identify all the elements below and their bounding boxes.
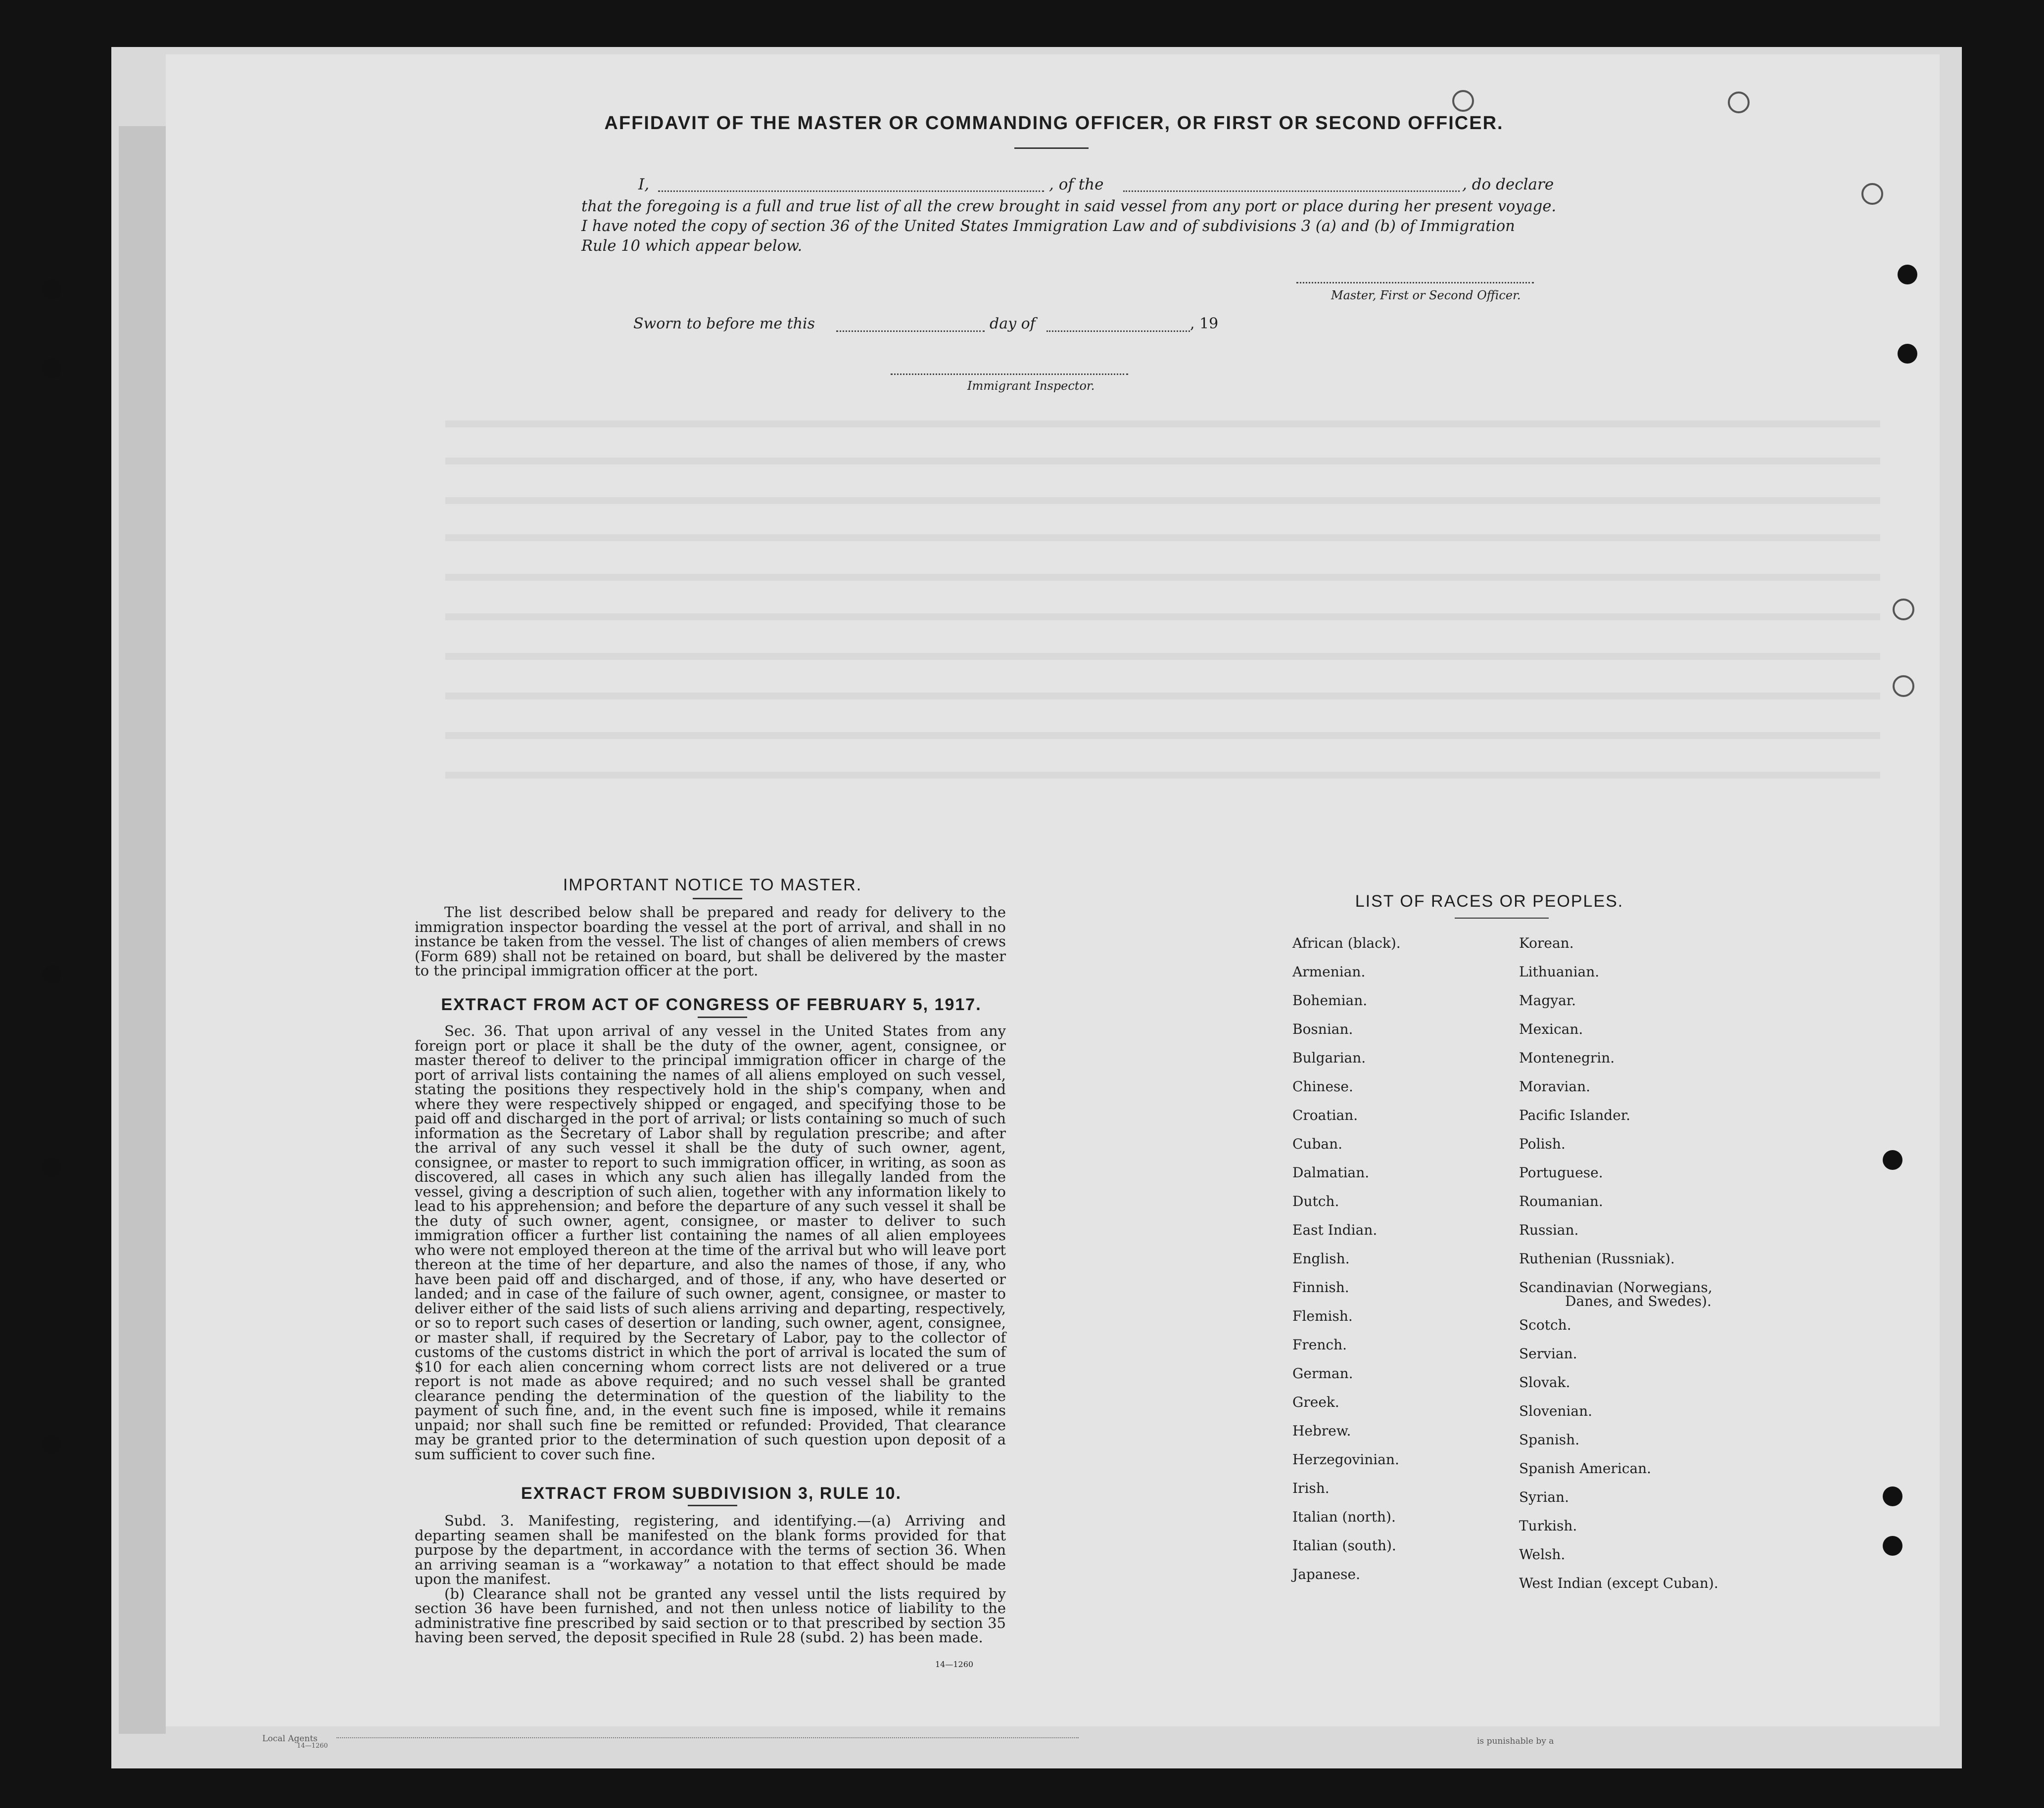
rule-extract-title: EXTRACT FROM SUBDIVISION 3, RULE 10. [521, 1484, 902, 1503]
punch-hole-icon [1861, 183, 1883, 205]
punch-hole-icon [1728, 92, 1750, 113]
binder-hole-icon [1883, 1150, 1902, 1170]
race-item: Japanese. [1292, 1566, 1360, 1582]
master-caption: Master, First or Second Officer. [1331, 288, 1521, 302]
binder-hole-icon [1883, 1486, 1902, 1506]
race-item: Mexican. [1519, 1021, 1583, 1037]
bleed-through-row [445, 613, 1880, 620]
race-item: Turkish. [1519, 1518, 1577, 1534]
bleed-through-row [445, 458, 1880, 464]
affidavit-line-do-declare: , do declare [1462, 176, 1554, 193]
race-item: Pacific Islander. [1519, 1107, 1630, 1123]
binder-hole-icon [1883, 1536, 1902, 1556]
race-item: Montenegrin. [1519, 1050, 1615, 1066]
races-underline [1455, 918, 1549, 919]
race-item: Dutch. [1292, 1193, 1339, 1209]
underlying-page-edge [119, 126, 166, 1734]
bleed-through-row [445, 534, 1880, 541]
race-item: Italian (south). [1292, 1537, 1396, 1554]
binder-hole-icon [42, 1158, 62, 1177]
affidavit-line-of-the: , of the [1049, 176, 1104, 193]
race-item: Flemish. [1292, 1308, 1353, 1324]
name-field[interactable] [658, 190, 1044, 192]
master-signature-field[interactable] [1296, 282, 1534, 283]
race-item: Welsh. [1519, 1546, 1566, 1563]
rule-form-number: 14—1260 [935, 1660, 974, 1669]
race-item: Syrian. [1519, 1489, 1569, 1505]
notice-underline [693, 898, 742, 899]
race-item: West Indian (except Cuban). [1519, 1575, 1718, 1591]
binder-hole-icon [1898, 265, 1917, 284]
race-item: Irish. [1292, 1480, 1330, 1496]
act-extract-paragraph: Sec. 36. That upon arrival of any vessel in the United States from any foreign port or place it shall be the duty of the owner, agent, consignee, or master thereof to deliver to the principal immigration officer in charge of the port of arrival lists containing the names of all aliens employed on such vessel, stating the positions they respectively hold in the ship's company, when and where they were respectively shipped or engaged, and specifying those to be paid off and discharged in the port of arrival; or lists containing so much of such information as the Secretary of Labor shall by regulation prescribe; and after the arrival of any such vessel it shall be the duty of such owner, agent, consignee, or master to report to such immigration officer, in writing, as soon as discovered, all cases in which any such alien has illegally landed from the vessel, giving a description of such alien, together with any information likely to lead to his apprehension; and before the departure of any such vessel it shall be the duty of such owner, agent, consignee, or master to deliver to such immigration officer a further list containing the names of all alien employees who were not employed thereon at the time of the arrival but who will leave port thereon at the time of her departure, and also the names of those, if any, who have been paid off and discharged, and of those, if any, who have deserted or landed; and in case of the failure of such owner, agent, consignee, or master to deliver either of the said lists of such aliens arriving and departing, respectively, or so to report such cases of desertion or landing, such owner, agent, consignee, or master shall, if required by the Secretary of Labor, pay to the collector of customs of the customs district in which the port of arrival is located the sum of $10 for each alien concerning whom correct lists are not delivered or a true report is not made as above required; and no such vessel shall be granted clearance pending the determination of the question of the liability to the payment of such fine, and, in the event such fine is imposed, while it remains unpaid; nor shall such fine be remitted or refunded: Provided, That clearance may be granted prior to the determination of such question upon deposit of a sum sufficient to cover such fine. [415, 1022, 1006, 1463]
race-item: Spanish. [1519, 1432, 1580, 1448]
affidavit-text-line2: that the foregoing is a full and true list of all the crew brought in said vessel from any port or place during her present voyage. [581, 198, 1557, 215]
local-agents-text: Local Agents [262, 1734, 318, 1744]
race-item: Herzegovinian. [1292, 1451, 1399, 1468]
race-item: Roumanian. [1519, 1193, 1603, 1209]
binder-hole-icon [42, 1435, 62, 1454]
race-item: Moravian. [1519, 1078, 1591, 1095]
race-item: Scotch. [1519, 1317, 1571, 1333]
footer-dotted-line [336, 1737, 1079, 1738]
race-item: Lithuanian. [1519, 964, 1600, 980]
race-item: English. [1292, 1251, 1350, 1267]
rule-extract-paragraph-b: (b) Clearance shall not be granted any vessel until the lists required by section 36 have been furnished, and not then unless notice of liability to the administrative fine prescribed by said section or to that prescribed by section 35 having been served, the deposit specified in Rule 28 (subd. 2) has been made. [415, 1585, 1006, 1646]
rule-extract-paragraph-a: Subd. 3. Manifesting, registering, and identifying.—(a) Arriving and departing seamen shall be manifested on the blank forms provided for that purpose by the department, in accordance with the terms of section 36. When an arriving seaman is a “workaway” a notation to that effect should be made upon the manifest. [415, 1512, 1006, 1587]
sworn-month-field[interactable] [1046, 330, 1190, 332]
race-item: German. [1292, 1365, 1353, 1382]
race-item: Slovak. [1519, 1374, 1570, 1391]
race-item: Scandinavian (Norwegians, [1519, 1279, 1712, 1296]
bleed-through-row [445, 574, 1880, 581]
notice-text [415, 905, 1006, 978]
rule-extract-text [415, 1514, 1006, 1645]
vessel-field[interactable] [1123, 190, 1460, 192]
race-item: Polish. [1519, 1136, 1566, 1152]
bleed-through-row [445, 653, 1880, 660]
race-item: French. [1292, 1337, 1347, 1353]
affidavit-text-line3: I have noted the copy of section 36 of the United States Immigration Law and of subdivisions 3 (a) and (b) of Immigration [581, 218, 1515, 235]
inspector-signature-field[interactable] [891, 373, 1128, 375]
affidavit-line-i: I, [638, 176, 650, 193]
race-item: Spanish American. [1519, 1460, 1652, 1477]
race-item: African (black). [1292, 935, 1401, 951]
race-item: Greek. [1292, 1394, 1339, 1410]
bleed-through-row [445, 772, 1880, 779]
race-item: Portuguese. [1519, 1164, 1603, 1181]
act-extract-underline [698, 1017, 747, 1018]
year-text: , 19 [1190, 315, 1219, 332]
notice-paragraph: The list described below shall be prepared and ready for delivery to the immigration inspector boarding the vessel at the port of arrival, and shall in no instance be taken from the vessel. The list of changes of alien members of crews (Form 689) shall not be retained on board, but shall be delivered by the master to the principal immigration officer at the port. [415, 904, 1006, 979]
title-underline [1014, 147, 1089, 149]
sworn-day-field[interactable] [836, 330, 985, 332]
race-item: Hebrew. [1292, 1423, 1351, 1439]
race-item: Dalmatian. [1292, 1164, 1370, 1181]
race-item: Bohemian. [1292, 992, 1368, 1009]
act-extract-title: EXTRACT FROM ACT OF CONGRESS OF FEBRUARY 5, 1917. [441, 995, 982, 1014]
race-item: Croatian. [1292, 1107, 1358, 1123]
race-item: Danes, and Swedes). [1565, 1293, 1711, 1309]
bleed-through-row [445, 420, 1880, 427]
race-item: Magyar. [1519, 992, 1576, 1009]
bleed-through-row [445, 497, 1880, 504]
affidavit-title: AFFIDAVIT OF THE MASTER OR COMMANDING OFFICER, OR FIRST OR SECOND OFFICER. [604, 113, 1504, 134]
act-extract-text [415, 1024, 1006, 1462]
races-title: LIST OF RACES OR PEOPLES. [1355, 892, 1624, 911]
race-item: Russian. [1519, 1222, 1579, 1238]
notice-title: IMPORTANT NOTICE TO MASTER. [563, 876, 862, 894]
binder-hole-icon [42, 965, 62, 984]
bleed-through-row [445, 732, 1880, 739]
binder-hole-icon [1898, 344, 1917, 364]
punch-hole-icon [1893, 599, 1914, 620]
punch-hole-icon [1452, 90, 1474, 112]
punch-hole-icon [1893, 675, 1914, 697]
affidavit-text-line4: Rule 10 which appear below. [581, 237, 803, 255]
binder-hole-icon [42, 359, 62, 378]
race-item: Korean. [1519, 935, 1574, 951]
sworn-text: Sworn to before me this [633, 315, 815, 332]
race-item: Italian (north). [1292, 1509, 1396, 1525]
race-item: Ruthenian (Russniak). [1519, 1251, 1675, 1267]
inspector-caption: Immigrant Inspector. [967, 379, 1095, 393]
rule-extract-underline [688, 1505, 737, 1506]
race-item: Bulgarian. [1292, 1050, 1366, 1066]
day-of-text: day of [990, 315, 1036, 332]
race-item: Armenian. [1292, 964, 1366, 980]
race-item: Cuban. [1292, 1136, 1343, 1152]
footer-form-number: 14—1260 [297, 1742, 328, 1750]
race-item: East Indian. [1292, 1222, 1378, 1238]
race-item: Slovenian. [1519, 1403, 1592, 1419]
binder-hole-icon [42, 279, 62, 299]
race-item: Chinese. [1292, 1078, 1353, 1095]
punishable-text: is punishable by a [1477, 1736, 1554, 1746]
race-item: Bosnian. [1292, 1021, 1353, 1037]
race-item: Finnish. [1292, 1279, 1349, 1296]
bleed-through-row [445, 693, 1880, 699]
race-item: Servian. [1519, 1345, 1577, 1362]
